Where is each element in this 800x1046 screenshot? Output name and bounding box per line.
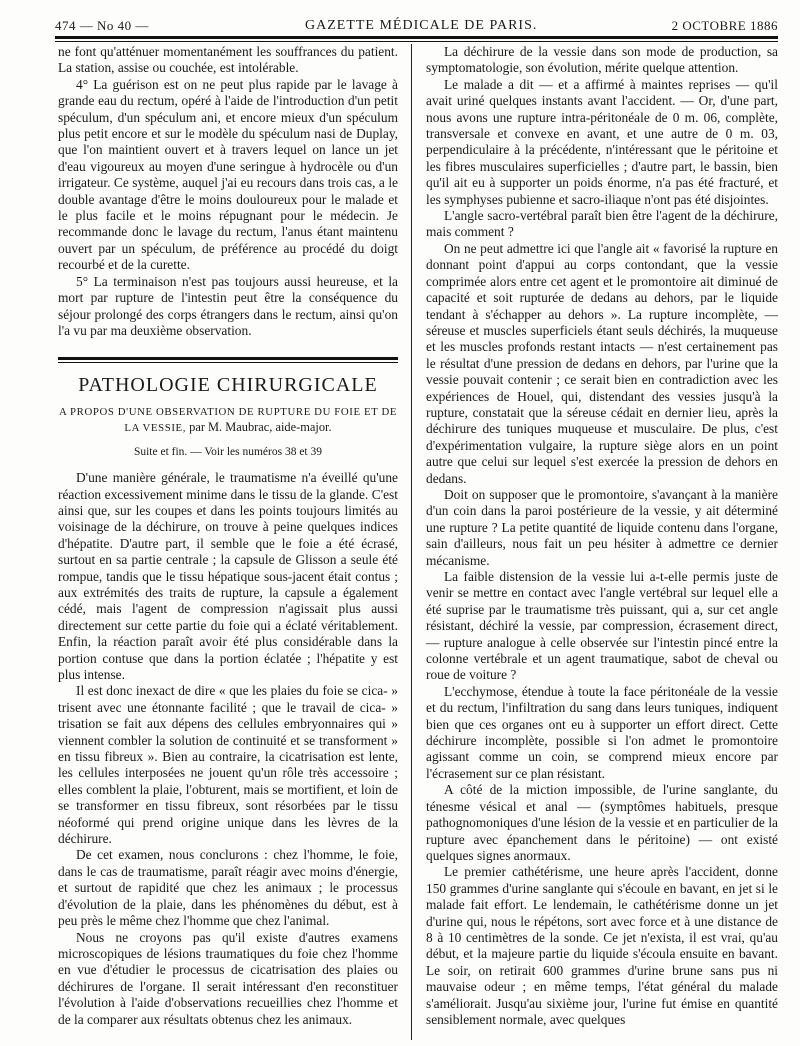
continuation-note: Suite et fin. — Voir les numéros 38 et 39 [133, 445, 323, 458]
right-column [426, 44, 778, 1028]
article-subtitle [58, 404, 398, 436]
paragraph: Doit on supposer que le promontoire, s'avançant à la manière d'un coin dans la paroi postérieure de la vessie, y ait déterminé une rupture ? La petite quantité de liquide contenu dans l'organe, sain d'ailleurs, nous fait un peu hésiter à admettre ce dernier mécanisme. [426, 486, 778, 568]
page-header [55, 14, 778, 38]
paragraph: La déchirure de la vessie dans son mode de production, sa symptomatologie, son évolution, mérite quelque attention. [426, 44, 778, 76]
journal-title: GAZETTE MÉDICALE DE PARIS. [305, 18, 538, 33]
left-column [58, 44, 398, 1028]
paragraph: La faible distension de la vessie lui a-t-elle permis juste de venir se mettre en contact avec l'angle vertébral sur lequel elle a été suprise par le traumatisme très puissant, qui a, sur cet angle résistant, déchiré la vessie, par compression, écrasement direct, — rupture analogue à celle observée sur l'intestin pincé entre la colonne vertébrale et un agent traumatique, sabot de cheval ou roue de voiture ? [426, 569, 778, 683]
article-author: par M. Maubrac, aide-major. [189, 419, 332, 434]
paragraph: Le premier cathétérisme, une heure après l'accident, donne 150 grammes d'urine sanglante qui s'écoule en bavant, en jet si le malade fait effort. Le lendemain, le cathétérisme donne un jet d'urine qui, nous le répétons, sort avec force et à une distance de 8 à 10 centimètres de la sonde. Ce jet n'exista, il est vrai, qu'au début, et la majeure partie du liquide s'écoula ensuite en bavant. Le soir, on retirait 600 grammes d'urine brune sans pus ni mauvaise odeur ; en même temps, l'état général du malade s'améliorait. Jusqu'au sixième jour, l'urine fut émise en quantité sensiblement normale, avec quelques [426, 864, 778, 1027]
paragraph: Le malade a dit — et a affirmé à maintes reprises — qu'il avait uriné quelques instants avant l'accident. — Or, d'une part, nous avons une rupture intra-péritonéale de 0 m. 06, complète, transversale et convexe en avant, et une autre de 0 m. 03, perpendiculaire à la précédente, n'intéressant que le péritoine et les fibres musculaires superficielles ; d'autre part, le bassin, bien qu'il ait eu à supporter un poids énorme, n'a pas été fracturé, et les symphyses pubienne et sacro-iliaque n'ont pas été disjointes. [426, 76, 778, 207]
paragraph: On ne peut admettre ici que l'angle ait « favorisé la rupture en donnant point d'appui au corps contondant, que la vessie comprimée alors entre cet agent et le promontoire ait diminué de capacité et soit rupturée de dedans au dehors, par le liquide tendant à s'échapper au dehors ». La rupture incomplète, — séreuse et muscles superficiels étant seuls déchirés, la muqueuse et les muscles profonds restant intacts — n'est certainement pas le résultat d'une pression de dedans en dehors, par l'urine que la vessie pouvait contenir ; ce serait bien en contradiction avec les expériences de Houel, qui, distendant des vessies jusqu'à la rupture, constatait que la séreuse cédait en dernier lieu, après la déchirure des tuniques muqueuse et musculaire. De plus, c'est d'expérimentation vulgaire, la rupture siège alors en un point autre que celui sur lequel s'est exercée la pression de dehors en dedans. [426, 240, 778, 486]
paragraph: De cet examen, nous conclurons : chez l'homme, le foie, dans le cas de traumatisme, paraît réagir avec moins d'énergie, et surtout de rapidité que chez les animaux ; le processus d'évolution de la plaie, dans les phénomènes du début, est à peu près le même chez l'homme que chez l'animal. [58, 847, 398, 929]
header-rule [55, 36, 778, 42]
section-title: PATHOLOGIE CHIRURGICALE [78, 374, 378, 397]
paragraph: L'angle sacro-vertébral paraît bien être l'agent de la déchirure, mais comment ? [426, 208, 778, 240]
paragraph: L'ecchymose, étendue à toute la face péritonéale de la vessie et du rectum, l'infiltration du sang dans leurs tuniques, indiquent bien que ces organes ont eu à supporter un effort direct. Cette déchirure incomplète, possible si l'on admet le promontoire agissant comme un coin, se comprend mieux encore par l'écrasement sur ce plan résistant. [426, 683, 778, 781]
section-divider [58, 357, 398, 363]
page-number-and-issue [55, 18, 149, 34]
paragraph: 5° La terminaison n'est pas toujours aussi heureuse, et la mort par rupture de l'intestin peut être la conséquence du séjour prolongé des corps étrangers dans le rectum, ainsi qu'on l'a vu par ma deuxième observation. [58, 273, 398, 338]
issue-number: — No 40 — [79, 18, 149, 33]
page-number: 474 [55, 18, 76, 33]
article-subtitle-text: A PROPOS D'UNE OBSERVATION DE RUPTURE DU FOIE ET DE LA VESSIE, [58, 405, 398, 434]
paragraph: ne font qu'atténuer momentanément les souffrances du patient. La station, assise ou couchée, est intolérable. [58, 44, 398, 76]
paragraph: Nous ne croyons pas qu'il existe d'autres examens microscopiques de lésions traumatiques du foie chez l'homme en vue d'étudier le processus de cicatrisation des plaies ou déchirures de l'organe. Il serait intéressant d'en reconstituer l'évolution à l'aide d'observations recueillies chez l'homme et de la comparer aux résultats obtenus chez les animaux. [58, 929, 398, 1027]
issue-date: 2 OCTOBRE 1886 [671, 18, 778, 33]
column-divider [411, 44, 412, 1040]
paragraph: Il est donc inexact de dire « que les plaies du foie se cica- » trisent avec une étonnante facilité ; que le travail de cica- » trisation se fait aux dépens des cellules embryonnaires qui » viennent combler la solution de continuité et se transforment » en tissu fibreux ». Bien au contraire, la cicatrisation est lente, les cellules interposées ne jouent qu'un rôle très accessoire ; elles comblent la plaie, l'obturent, mais se mortifient, et loin de se transformer en tissu fibreux, sont résorbées par le tissu néoformé qui prend origine unique dans les lèvres de la déchirure. [58, 683, 398, 847]
paragraph: D'une manière générale, le traumatisme n'a éveillé qu'une réaction excessivement minime dans le tissu de la glande. C'est ainsi que, sur les coupes et dans les points toujours limités au voisinage de la déchirure, on trouve à peine quelques indices d'hépatite. D'autre part, il semble que le foie a été écrasé, surtout en sa partie centrale ; la capsule de Glisson a seule été rompue, tandis que le tissu hépatique sous-jacent était contus ; aux extrémités des traits de rupture, la capsule a également cédé, mais l'agent de compression n'agissait plus aussi directement sur cette partie du foie qui a éclaté véritablement. Enfin, la réaction paraît avoir été plus considérable dans la portion contuse que dans la portion éclatée ; l'hépatite y est plus intense. [58, 470, 398, 682]
paragraph: A côté de la miction impossible, de l'urine sanglante, du ténesme vésical et anal — (symptômes habituels, presque pathognomoniques d'une lésion de la vessie et en particulier de la rupture avec épanchement dans le péritoine) — ont existé quelques signes anormaux. [426, 782, 778, 863]
paragraph: 4° La guérison est on ne peut plus rapide par le lavage à grande eau du rectum, opéré à l'aide de l'introduction d'un petit spéculum, d'un spéculum ani, et encore mieux d'un spéculum plus petit encore et sur le modèle du spéculum nasi de Duplay, que l'on maintient ouvert et à travers lequel on lance un jet d'eau vigoureux au moyen d'une seringue à hydrocèle ou d'un irrigateur. Ce système, auquel j'ai eu recours dans trois cas, a le double avantage d'être le moins douloureux pour le malade et le plus facile et le moins répugnant pour le médecin. Je recommande donc le lavage du rectum, l'anus étant maintenu ouvert par un spéculum, de préférence au procédé du doigt recourbé et de la curette. [58, 76, 398, 273]
